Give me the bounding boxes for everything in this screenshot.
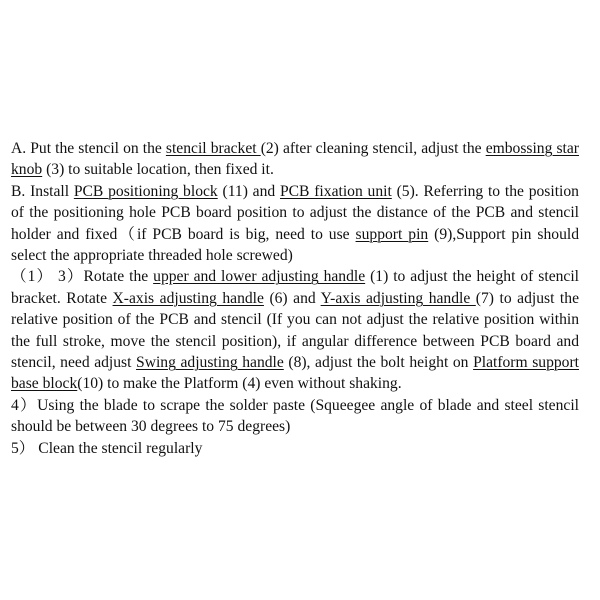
step-1-3-text-6: (10) to make the Platform (4) even without shaking.: [77, 375, 402, 393]
step-1-3-text-5: (8), adjust the bolt height on: [283, 354, 474, 372]
stencil-bracket-term: stencil bracket: [165, 140, 261, 157]
step-1-3-text-4: (7) to adjust the relative position of the PCB and stencil (If you can not adjust the relative position within the full stroke, move the stencil position), if angular difference between PCB board and stencil, need adjust: [11, 289, 579, 372]
x-axis-adjusting-handle-term: X-axis adjusting handle: [112, 289, 264, 307]
step-a-paragraph: [11, 138, 579, 181]
step-a-text-1: A. Put the stencil on the: [11, 140, 166, 157]
pcb-fixation-unit-term: PCB fixation unit: [279, 182, 392, 200]
step-b-paragraph: [11, 181, 579, 267]
instructions-document: [11, 138, 579, 459]
swing-adjusting-handle-term: Swing adjusting handle: [136, 354, 284, 372]
step-b-text-4: (9),Support pin should select the appropriate threaded hole screwed): [11, 225, 579, 265]
step-1-3-text-3: (6) and: [263, 289, 321, 307]
pcb-positioning-block-term: PCB positioning block: [73, 182, 218, 200]
y-axis-adjusting-handle-term: Y-axis adjusting handle: [320, 289, 476, 307]
step-1-3-text-2: (1) to adjust the height of stencil bracket. Rotate: [11, 268, 579, 307]
support-pin-term: support pin: [355, 225, 429, 243]
platform-support-base-block-term: Platform support base block: [11, 354, 579, 393]
step-b-text-1: B. Install: [11, 182, 74, 200]
step-b-text-2: (11) and: [217, 182, 280, 200]
step-1-3-paragraph: [11, 266, 579, 394]
step-4-paragraph: [11, 395, 579, 438]
upper-lower-adjusting-handle-term: upper and lower adjusting handle: [153, 268, 366, 286]
step-5-text: 5） Clean the stencil regularly: [11, 439, 203, 457]
step-4-text: 4）Using the blade to scrape the solder paste (Squeegee angle of blade and steel stencil should be between 30 degrees to 75 degrees): [11, 396, 579, 436]
step-5-paragraph: [11, 438, 579, 459]
step-1-3-text-1: （1） 3）Rotate the: [11, 268, 154, 286]
embossing-star-knob-term: embossing star knob: [11, 140, 579, 179]
step-a-text-2: (2) after cleaning stencil, adjust the: [260, 140, 486, 157]
step-a-text-3: (3) to suitable location, then fixed it.: [42, 161, 274, 179]
step-b-text-3: (5). Referring to the position of the positioning hole PCB board position to adjust the distance of the PCB and stencil holder and fixed（if PCB board is big, need to use: [11, 182, 579, 243]
